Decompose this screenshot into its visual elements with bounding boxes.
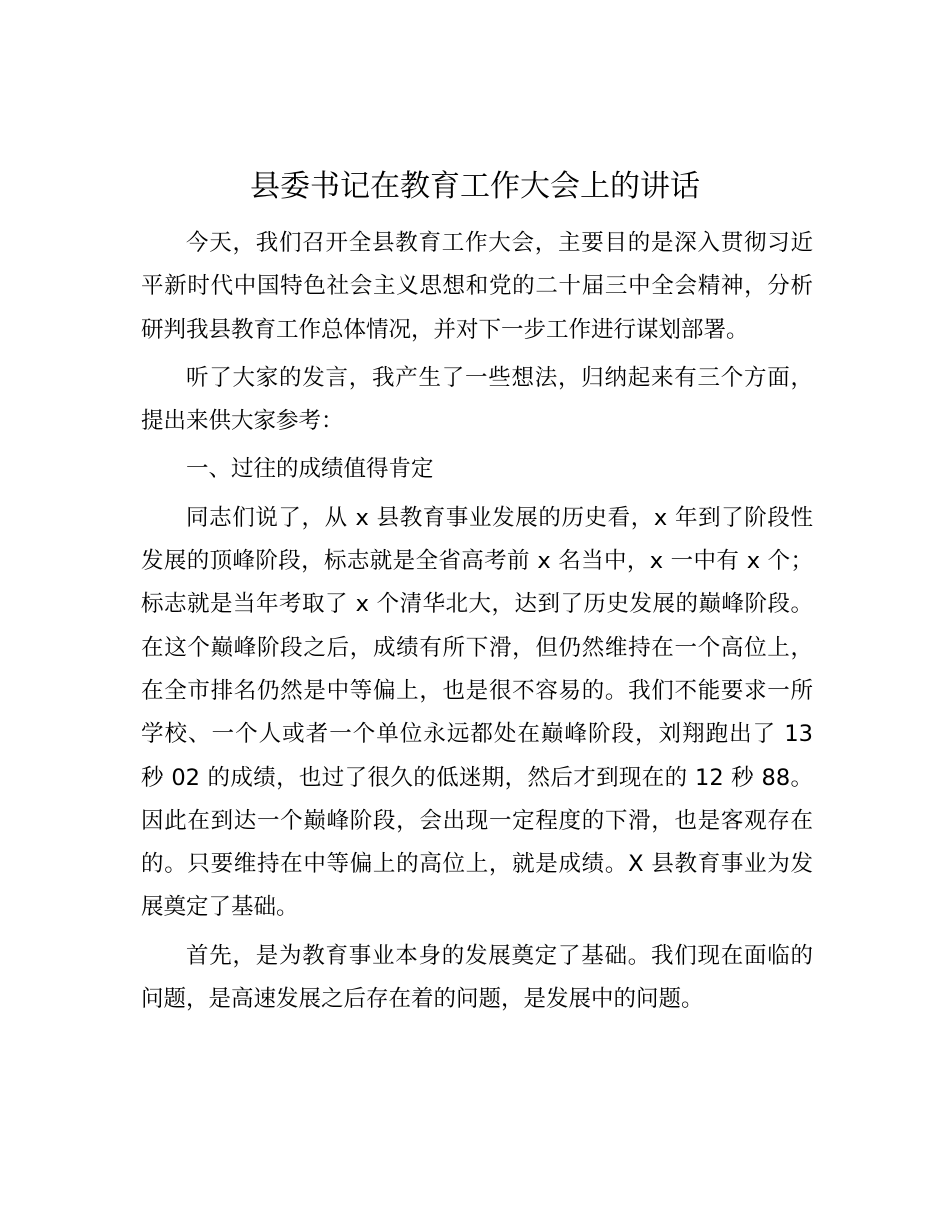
paragraph-opening: 今天，我们召开全县教育工作大会，主要目的是深入贯彻习近平新时代中国特色社会主义思想和党的二十届三中全会精神，分析研判我县教育工作总体情况，并对下一步工作进行谋划部署。 — [141, 230, 813, 343]
document-title: 县委书记在教育工作大会上的讲话 — [250, 169, 700, 204]
paragraph-first-point: 首先，是为教育事业本身的发展奠定了基础。我们现在面临的问题，是高速发展之后存在着的问题，是发展中的问题。 — [141, 942, 813, 1013]
section-heading-1: 一、过往的成绩值得肯定 — [186, 456, 434, 483]
paragraph-intro: 听了大家的发言，我产生了一些想法，归纳起来有三个方面，提出来供大家参考： — [141, 364, 813, 435]
document-body — [141, 222, 813, 1026]
paragraph-achievements: 同志们说了，从 x 县教育事业发展的历史看，x 年到了阶段性发展的顶峰阶段，标志就是全省高考前 x 名当中，x 一中有 x 个；标志就是当年考取了 x 个清华北大，达到了历史发展的巅峰阶段。在这个巅峰阶段之后，成绩有所下滑，但仍然维持在一个高位上，在全市排名仍然是中等偏上，也是很不容易的。我们不能要求一所学校、一个人或者一个单位永远都处在巅峰阶段，刘翔跑出了 13 秒 02 的成绩，也过了很久的低迷期，然后才到现在的 12 秒 88。因此在到达一个巅峰阶段，会出现一定程度的下滑，也是客观存在的。只要维持在中等偏上的高位上，就是成绩。X 县教育事业为发展奠定了基础。 — [141, 504, 813, 921]
